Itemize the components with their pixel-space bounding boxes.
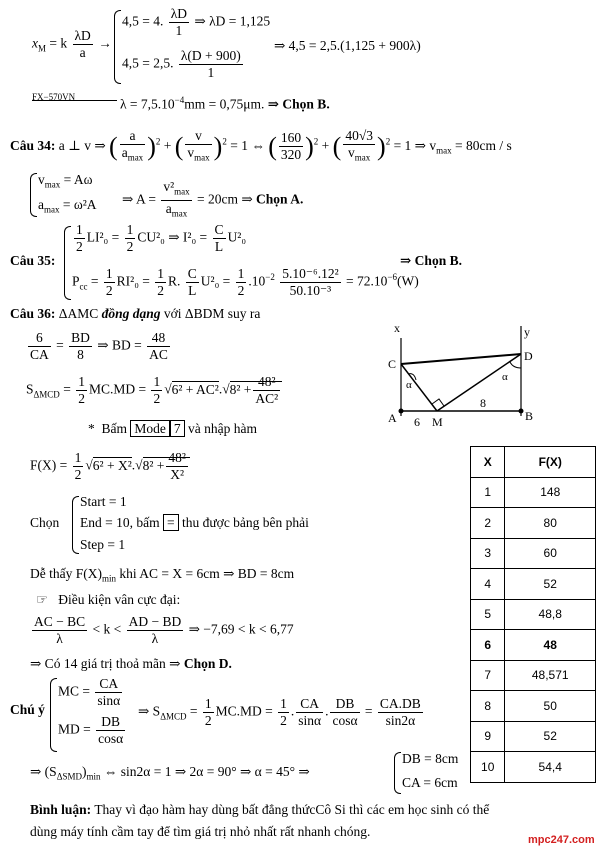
q34-sys1: $v_{max} = A\omega$: [38, 172, 93, 190]
note-mc: MC = $\frac{CA}{\sin\alpha}$: [58, 676, 121, 708]
top-system-brace: [114, 10, 121, 84]
q36-fx: F(X) = $\frac{1}{2}$ √6² + X².√8² + $\frac{\text{48²}}{\text{X²}}$: [30, 450, 190, 483]
lambda-d-fraction: $\frac{\lambda D}{a}$: [74, 28, 91, 60]
comment-line2: dùng máy tính cầm tay để tìm giá trị nhỏ nhất rất nhanh chóng.: [30, 824, 371, 839]
top-sys-line1: 4,5 = 4. $\frac{\lambda D}{1}$ ⇒ λD = 1,125: [122, 6, 271, 38]
q36-count: ⇒ Có 14 giá trị thoả mãn ⇒ Chọn D.: [30, 656, 232, 671]
label-y: y: [524, 325, 530, 339]
table-row-minimum: 6 48: [471, 630, 596, 661]
table-header-row: [471, 447, 596, 478]
q36-inequality: $\frac{AC - BC}{\lambda}$ < k < $\frac{AD - BD}{\lambda}$ ⇒ −7,69 < k < 6,77: [34, 614, 294, 646]
right-angle-mark: [432, 399, 444, 406]
seven-key: 7: [170, 420, 185, 437]
label-six: 6: [414, 415, 420, 429]
note-area: ⇒ $S_{\Delta MCD}$ = $\frac{1}{2}$ MC.MD = $\frac{1}{2}$ . $\frac{CA}{\sin\alpha}$ . $\frac{DB}{\cos\alpha}$ = $\frac{CA.DB}{\sin 2\alpha}$: [138, 696, 421, 728]
table-header-fx: F(X): [505, 447, 596, 478]
watermark: mpc247.com: [528, 834, 595, 846]
geometry-figure: [388, 318, 548, 433]
label-d: D: [524, 349, 533, 363]
label-b: B: [525, 409, 534, 423]
q35-line1: $\frac{1}{2}$ LI²₀ = $\frac{1}{2}$ CU²₀ ⇒ I²₀ = $\frac{C}{L}$ U²₀: [76, 222, 247, 254]
table-row: 1 148: [471, 477, 596, 508]
label-x: x: [394, 321, 400, 335]
q34-brace: [30, 173, 37, 217]
comment-line1: Bình luận: Thay vì đạo hàm hay dùng bất đẳng thứcCô Si thì các em học sinh có thể: [30, 802, 490, 817]
q36-easy-see: Dễ thấy $F(X)_{min}$ khi AC = X = 6cm ⇒ BD = 8cm: [30, 566, 295, 584]
calculator-arrow: FX−570VN: [32, 92, 117, 101]
point-a: [399, 409, 404, 414]
q35-label: Câu 35:: [10, 253, 56, 268]
function-table: [470, 446, 596, 783]
point-b: [519, 409, 524, 414]
label-eight: 8: [480, 396, 486, 410]
q34-sys-result: ⇒ A = $\frac{v^2_{max}}{a_{max}}$ = 20cm ⇒ Chọn A.: [122, 179, 304, 219]
label-c: C: [388, 357, 397, 371]
note-ca: CA = 6cm: [402, 775, 458, 790]
q36-end: End = 10, bấm = thu được bảng bên phải: [80, 515, 309, 530]
pointing-hand-icon: ☞: [36, 592, 49, 607]
q36-intro: Câu 36: ΔAMC đồng dạng với ΔBDM suy ra: [10, 306, 261, 321]
q34-sys2: $a_{max} = \omega^2A$: [38, 197, 97, 215]
note-brace: [50, 678, 57, 752]
q34-line: Câu 34: a ⊥ v ⇒ ( $\frac{a}{a_{max}}$ )$^2$ + ( $\frac{v}{v_{max}}$ )$^2$ = 1 ⇔ ( $\frac{160}{320}$ )$^2$ + ( $\frac{40√3}{v_{max}}$ )$^2$ = 1 ⇒ $v_{max} = 80cm / s$: [10, 128, 512, 163]
table-row: 7 48,571: [471, 660, 596, 691]
q36-start: Start = 1: [80, 494, 127, 509]
note-md: MD = $\frac{DB}{\cos\alpha}$: [58, 714, 124, 746]
q36-ratio: $\frac{6}{CA}$ = $\frac{BD}{8}$ ⇒ BD = $\frac{48}{AC}$: [30, 330, 168, 362]
mode-key: Mode: [130, 420, 170, 437]
label-alpha2: α: [502, 371, 508, 383]
q35-line2: $P_{cc}$ = $\frac{1}{2}$ RI²₀ = $\frac{1}{2}$ R. $\frac{C}{L}$ U²₀ = $\frac{1}{2}$ $.10^{-2}$ $\frac{\text{5.10⁻⁶.12²}}{\text{50.10⁻³}}$ = $72.10^{-6}(W)$: [72, 266, 419, 298]
q35-choice: ⇒ Chọn B.: [400, 253, 462, 268]
label-m: M: [432, 415, 443, 429]
alpha-arc-d: [510, 362, 521, 368]
table-row: 2 80: [471, 508, 596, 539]
md-line: [437, 354, 521, 411]
top-sys-line2: 4,5 = 2,5. $\frac{\lambda(D + 900)}{1}$: [122, 48, 241, 80]
table-row: 3 60: [471, 538, 596, 569]
table-row: 8 50: [471, 691, 596, 722]
note-min-brace: [394, 752, 401, 794]
q35-brace: [64, 226, 71, 300]
table-row: 10 54,4: [471, 752, 596, 783]
q36-step: Step = 1: [80, 537, 126, 552]
q36-choose: Chọn: [30, 515, 60, 530]
q36-press: * Bấm Mode 7 và nhập hàm: [88, 421, 257, 436]
table-header-x: X: [471, 447, 505, 478]
note-min: ⇒ $(S_{\Delta SMD})_{min}$ ⇔ sin2α = 1 ⇒ 2α = 90° ⇒ α = 45° ⇒: [30, 764, 310, 782]
q36-setup-brace: [72, 496, 79, 554]
top-sys-result: ⇒ 4,5 = 2,5.(1,125 + 900λ): [274, 38, 421, 53]
equals-key: =: [163, 514, 179, 531]
label-a: A: [388, 411, 397, 425]
note-label: Chú ý: [10, 702, 45, 717]
calc-result: $\lambda = 7,5.10^{-4}mm = 0,75\mu m$. ⇒ Chọn B.: [120, 95, 330, 112]
label-alpha1: α: [406, 379, 412, 391]
table-row: 5 48,8: [471, 599, 596, 630]
table-row: 4 52: [471, 569, 596, 600]
q36-area: $S_{\Delta MCD}$ = $\frac{1}{2}$ MC.MD = $\frac{1}{2}$ √6² + AC².√8² + $\frac{\text{48²}}{\text{AC²}}$: [26, 374, 282, 407]
note-db: DB = 8cm: [402, 751, 459, 766]
table-row: 9 52: [471, 721, 596, 752]
cd-line: [401, 354, 521, 364]
q36-condition: ☞ Điều kiện vân cực đại:: [36, 592, 181, 607]
top-xm-line: $x_M = k$ $\frac{\lambda D}{a}$ →: [32, 28, 112, 60]
